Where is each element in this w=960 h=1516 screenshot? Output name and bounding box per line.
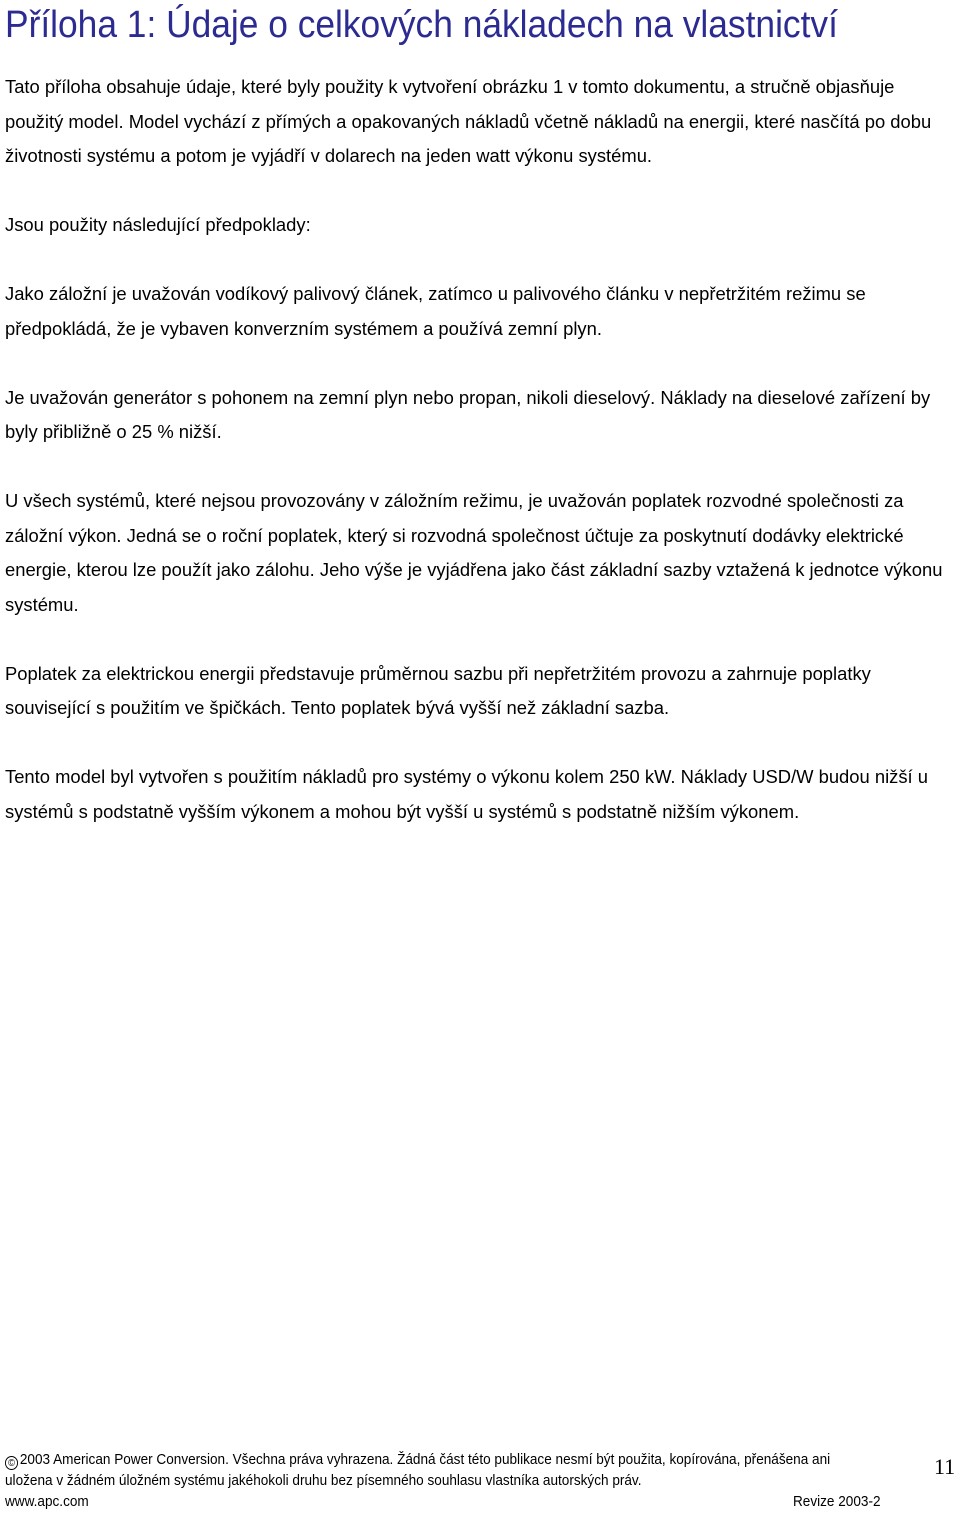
paragraph-generator: Je uvažován generátor s pohonem na zemní plyn nebo propan, nikoli dieselový. Náklady na dieselové zařízení by byly přibližně o 25 % nižší.: [5, 386, 931, 442]
paragraph-fuel-cell: Jako záložní je uvažován vodíkový palivový článek, zatímco u palivového článku v nepřetržitém režimu se předpokládá, že je vybaven konverzním systémem a používá zemní plyn.: [5, 283, 866, 339]
page-title: Příloha 1: Údaje o celkových nákladech na vlastnictví: [5, 4, 838, 46]
page-number: 11: [934, 1454, 956, 1479]
copyright-text: 2003 American Power Conversion. Všechna práva vyhrazena. Žádná část této publikace nesmí být použita, kopírována, přenášena ani uložena v žádném úložném systému jakéhokoli druhu bez písemného souhlasu vlastníka autorských práv.: [5, 1452, 831, 1489]
paragraph-model-scope: Tento model byl vytvořen s použitím nákladů pro systémy o výkonu kolem 250 kW. Náklady USD/W budou nižší u systémů s podstatně vyšším výkonem a mohou být vyšší u systémů s podstatně nižším výkonem.: [5, 766, 929, 822]
document-body: [5, 70, 955, 864]
paragraph-electricity-fee: Poplatek za elektrickou energii představuje průměrnou sazbu při nepřetržitém provozu a zahrnuje poplatky související s použitím ve špičkách. Tento poplatek bývá vyšší než základní sazba.: [5, 662, 871, 718]
page-footer: [5, 1450, 955, 1516]
copyright-icon: ©: [5, 1456, 18, 1470]
copyright-notice: [5, 1450, 837, 1492]
paragraph-standby-fee: U všech systémů, které nejsou provozovány v záložním režimu, je uvažován poplatek rozvodné společnosti za záložní výkon. Jedná se o roční poplatek, který si rozvodná společnost účtuje za poskytnutí dodávky elektrické energie, kterou lze použít jako zálohu. Jeho výše je vyjádřena jako část základní sazby vztažená k jednotce výkonu systému.: [5, 490, 943, 615]
footer-url-link[interactable]: www.apc.com: [5, 1494, 89, 1510]
paragraph-assumptions-heading: Jsou použity následující předpoklady:: [5, 214, 311, 235]
paragraph-intro: Tato příloha obsahuje údaje, které byly použity k vytvoření obrázku 1 v tomto dokumentu, a stručně objasňuje použitý model. Model vychází z přímých a opakovaných nákladů včetně nákladů na energii, které nasčítá po dobu životnosti systému a potom je vyjádří v dolarech na jeden watt výkonu systému.: [5, 76, 932, 166]
revision-label: Revize 2003-2: [793, 1494, 881, 1510]
